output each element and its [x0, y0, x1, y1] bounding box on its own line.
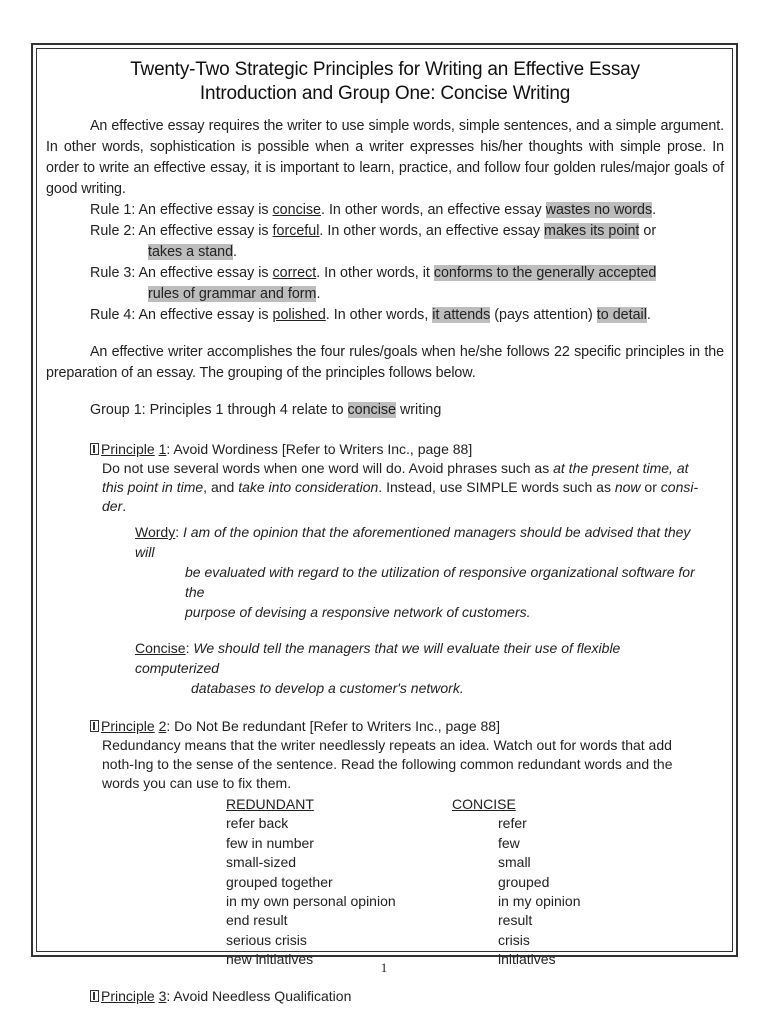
rule-1: Rule 1: An effective essay is concise. In other words, an effective essay wastes no words.	[90, 202, 657, 218]
principle-2-heading: Principle 2: Do Not Be redundant [Refer to Writers Inc., page 88]	[90, 716, 724, 736]
table-row: refer back refer	[226, 815, 527, 832]
title-line-1: Twenty-Two Strategic Principles for Writing an Effective Essay	[130, 59, 640, 80]
page-number: 1	[380, 960, 388, 975]
principle-3-heading: Principle 3: Avoid Needless Qualification	[90, 986, 724, 1006]
table-row: small-sized small	[226, 854, 531, 871]
principle-1-heading: Principle 1: Avoid Wordiness [Refer to Writers Inc., page 88]	[90, 439, 724, 459]
table-row: new initiatives initiatives	[226, 951, 556, 968]
table-row: few in number few	[226, 834, 520, 851]
rule-2: Rule 2: An effective essay is forceful. In other words, an effective essay makes its point or takes a stand.	[90, 223, 657, 260]
rule-3: Rule 3: An effective essay is correct. In other words, it conforms to the generally accepted rules of grammar and form.	[90, 265, 657, 302]
table-row: grouped together grouped	[226, 873, 550, 890]
principle-2-body: Redundancy means that the writer needlessly repeats an idea. Watch out for words that add noth-Ing to the sense of the sentence. Read the following common redundant words and the words you can use to fix them.	[102, 737, 673, 791]
title-line-2: Introduction and Group One: Concise Writing	[199, 83, 571, 104]
book-icon	[90, 720, 99, 732]
principle-1-body: Do not use several words when one word will do. Avoid phrases such as at the present time, at this point in time, and take into consideration. Instead, use SIMPLE words such as now or consi-der. Wordy: I am of the opinion that the aforementioned managers should be advised that they will be evaluated with regard to the utilization of responsive organizational software for the purpose of devising a responsive network of customers. Concise: We should tell the managers that we will evaluate their use of flexible computerized databases to develop a customer's network.	[102, 459, 704, 698]
rule-4: Rule 4: An effective essay is polished. In other words, it attends (pays attention) to detail.	[90, 307, 651, 323]
table-header: REDUNDANT CONCISE	[226, 796, 516, 812]
document-body	[46, 58, 724, 1006]
table-row: end result result	[226, 912, 533, 929]
book-icon	[90, 990, 99, 1002]
group-1-heading: Group 1: Principles 1 through 4 relate to concise writing	[90, 402, 442, 418]
grouping-paragraph: An effective writer accomplishes the four rules/goals when he/she follows 22 specific principles in the preparation of an essay. The grouping of the principles follows below.	[46, 344, 724, 381]
redundant-concise-table	[46, 795, 724, 970]
document-title	[46, 58, 724, 106]
table-row: serious crisis crisis	[226, 931, 530, 948]
concise-example: Concise: We should tell the managers that we will evaluate their use of flexible computerized databases to develop a customer's network.	[135, 640, 621, 696]
wordy-example: Wordy: I am of the opinion that the aforementioned managers should be advised that they will be evaluated with regard to the utilization of responsive organizational software for the purpose of devising a responsive network of customers.	[135, 524, 695, 620]
book-icon	[90, 443, 99, 455]
intro-paragraph: An effective essay requires the writer to use simple words, simple sentences, and a simple argument. In other words, sophistication is possible when a writer expresses his/her thoughts with simple prose. In order to write an effective essay, it is important to learn, practice, and follow four golden rules/major goals of good writing.	[46, 118, 724, 197]
table-row: in my own personal opinion in my opinion	[226, 893, 581, 910]
